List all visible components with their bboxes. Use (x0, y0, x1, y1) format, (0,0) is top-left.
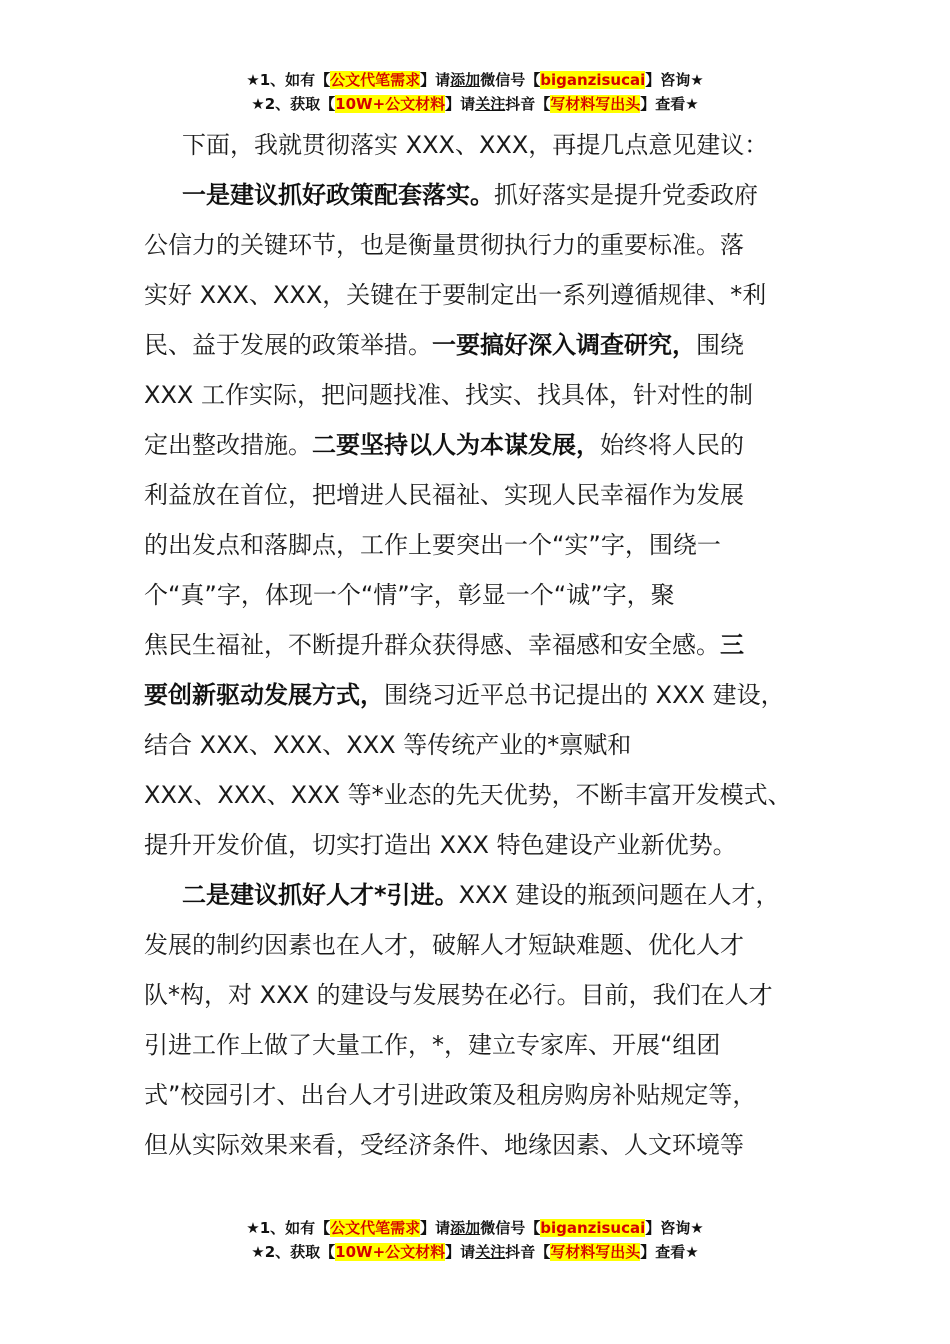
heading-2: 二是建议抓好人才*引进。 (182, 881, 459, 909)
banner-line-1: ★1、如有【公文代笔需求】请添加微信号【biganzisucai】咨询★ (246, 71, 704, 89)
star-icon: ★ (685, 95, 699, 113)
star-icon: ★ (251, 95, 265, 113)
star-icon: ★ (685, 1243, 699, 1261)
paragraph-line: 二是建议抓好人才*引进。XXX 建设的瓶颈问题在人才， (182, 881, 780, 909)
banner-line-2: ★2、获取【10W+公文材料】请关注抖音【写材料写出头】查看★ (251, 95, 699, 113)
footer-banner (0, 1216, 950, 1264)
highlight-douyin: 写材料写出头 (550, 95, 641, 113)
highlight-wechat-id: biganzisucai (540, 1219, 646, 1237)
paragraph-line: 一是建议抓好政策配套落实。抓好落实是提升党委政府 (182, 181, 758, 209)
paragraph-line: 利益放在首位，把增进人民福祉、实现人民幸福作为发展 (144, 481, 744, 509)
highlight-materials: 10W+公文材料 (335, 1243, 446, 1261)
paragraph-line: 但从实际效果来看，受经济条件、地缘因素、人文环境等 (144, 1131, 744, 1159)
paragraph-line: 个“真”字，体现一个“情”字，彰显一个“诚”字，聚 (144, 581, 675, 609)
paragraph-line: 的出发点和落脚点，工作上要突出一个“实”字，围绕一 (144, 531, 721, 559)
paragraph-line: 发展的制约因素也在人才，破解人才短缺难题、优化人才 (144, 931, 744, 959)
highlight-wechat-id: biganzisucai (540, 71, 646, 89)
paragraph-line: 焦民生福祉，不断提升群众获得感、幸福感和安全感。三 (144, 631, 744, 659)
star-icon: ★ (246, 1219, 260, 1237)
paragraph-line: 提升开发价值，切实打造出 XXX 特色建设产业新优势。 (144, 831, 737, 859)
highlight-service: 公文代笔需求 (330, 1219, 421, 1237)
paragraph-line: XXX 工作实际，把问题找准、找实、找具体，针对性的制 (144, 381, 753, 409)
star-icon: ★ (690, 1219, 704, 1237)
heading-1: 一是建议抓好政策配套落实。 (182, 181, 494, 209)
star-icon: ★ (690, 71, 704, 89)
paragraph-line: 式”校园引才、出台人才引进政策及租房购房补贴规定等， (144, 1081, 757, 1109)
paragraph-line: 结合 XXX、XXX、XXX 等传统产业的*禀赋和 (144, 731, 632, 759)
paragraph-line: 实好 XXX、XXX，关键在于要制定出一系列遵循规律、*利 (144, 281, 767, 309)
highlight-douyin: 写材料写出头 (550, 1243, 641, 1261)
star-icon: ★ (251, 1243, 265, 1261)
paragraph-line: XXX、XXX、XXX 等*业态的先天优势，不断丰富开发模式、 (144, 781, 792, 809)
highlight-materials: 10W+公文材料 (335, 95, 446, 113)
star-icon: ★ (246, 71, 260, 89)
paragraph-line: 定出整改措施。二要坚持以人为本谋发展，始终将人民的 (144, 431, 744, 459)
paragraph-line: 要创新驱动发展方式，围绕习近平总书记提出的 XXX 建设， (144, 681, 785, 709)
paragraph-line: 下面，我就贯彻落实 XXX、XXX，再提几点意见建议： (182, 131, 769, 159)
banner-line-2: ★2、获取【10W+公文材料】请关注抖音【写材料写出头】查看★ (251, 1243, 699, 1261)
header-banner (0, 68, 950, 116)
banner-line-1: ★1、如有【公文代笔需求】请添加微信号【biganzisucai】咨询★ (246, 1219, 704, 1237)
paragraph-line: 民、益于发展的政策举措。一要搞好深入调查研究，围绕 (144, 331, 744, 359)
paragraph-line: 公信力的关键环节，也是衡量贯彻执行力的重要标准。落 (144, 231, 744, 259)
document-body (144, 120, 824, 1170)
paragraph-line: 队*构，对 XXX 的建设与发展势在必行。目前，我们在人才 (144, 981, 773, 1009)
highlight-service: 公文代笔需求 (330, 71, 421, 89)
paragraph-line: 引进工作上做了大量工作，*，建立专家库、开展“组团 (144, 1031, 721, 1059)
